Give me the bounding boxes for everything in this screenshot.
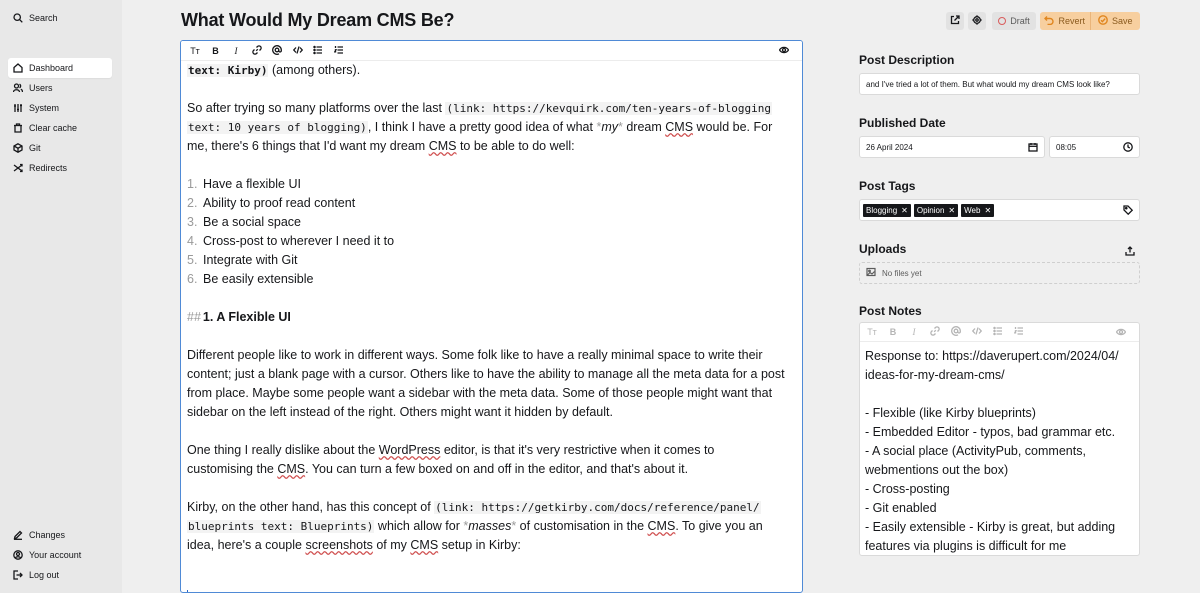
list-item: 1. Have a flexible UI <box>187 177 301 191</box>
preview-toggle-button[interactable] <box>1114 326 1128 340</box>
logout-icon <box>13 570 23 580</box>
section-heading: ## 1. A Flexible UI <box>187 310 291 324</box>
sidebar <box>0 0 122 593</box>
settings-icon <box>972 15 982 27</box>
sidebar-item-users[interactable] <box>8 78 112 98</box>
git-cube-icon <box>13 143 23 153</box>
editor-line: Kirby, on the other hand, has this concept of (link: https://getkirby.com/docs/reference/panel/ <box>187 500 760 514</box>
open-preview-button[interactable] <box>946 12 964 30</box>
save-button[interactable] <box>1091 12 1141 30</box>
code-button[interactable] <box>970 325 984 339</box>
check-circle-icon <box>1098 15 1112 27</box>
draft-status-icon <box>998 17 1006 25</box>
editor-line: blueprints text: Blueprints) which allow for *masses* of customisation in the CMS. To give you an <box>188 519 763 533</box>
post-notes-editor[interactable] <box>859 322 1140 556</box>
account-icon <box>13 550 23 560</box>
remove-tag-icon[interactable]: ✕ <box>901 205 908 215</box>
editor-toolbar <box>181 41 802 61</box>
search-icon <box>13 13 23 23</box>
post-tags-label: Post Tags <box>859 179 916 193</box>
editor-line: Different people like to work in different ways. Some folk like to have a really minimal space to write their <box>187 348 763 362</box>
sidebar-item-label: System <box>29 103 60 113</box>
eye-icon <box>779 45 789 57</box>
time-value: 08:05 <box>1056 142 1077 152</box>
post-notes-label: Post Notes <box>859 304 922 318</box>
editor-line: text: 10 years of blogging), I think I have a pretty good idea of what *my* dream CMS would be. For <box>188 120 773 134</box>
eye-icon <box>1116 327 1126 339</box>
sidebar-item-label: Clear cache <box>29 123 78 133</box>
sidebar-item-label: Your account <box>29 550 82 560</box>
kirbytag-link: (link: https://getkirby.com/docs/reference/panel/ <box>435 501 760 514</box>
tags-input[interactable] <box>859 199 1140 221</box>
code-button[interactable] <box>291 44 305 58</box>
date-input[interactable] <box>859 136 1045 158</box>
list-item: 5. Integrate with Git <box>187 253 298 267</box>
search-label: Search <box>29 13 58 23</box>
sidebar-item-label: Log out <box>29 570 60 580</box>
notes-line: - Cross-posting <box>865 482 950 496</box>
bullet-list-icon <box>993 326 1003 338</box>
text-editor[interactable] <box>180 40 803 593</box>
italic-button[interactable]: I <box>912 327 916 337</box>
at-icon <box>272 45 282 57</box>
editor-line: So after trying so many platforms over the last (link: https://kevquirk.com/ten-years-of-blogging <box>187 101 771 115</box>
at-icon <box>951 326 961 338</box>
notes-line: - A social place (ActivityPub, comments, <box>865 444 1086 458</box>
sidebar-item-label: Dashboard <box>29 63 74 73</box>
shuffle-icon <box>13 163 23 173</box>
published-date-label: Published Date <box>859 116 946 130</box>
kirbytag-link: text: 10 years of blogging) <box>188 121 367 134</box>
date-value: 26 April 2024 <box>866 142 913 152</box>
italic-button[interactable]: I <box>234 45 238 56</box>
sidebar-item-redirects[interactable] <box>8 158 112 178</box>
post-description-value: and I've tried a lot of them. But what would my dream CMS look like? <box>866 79 1110 89</box>
ordered-list-button[interactable] <box>1012 325 1026 339</box>
settings-button[interactable] <box>968 12 986 30</box>
headings-button[interactable]: Tт <box>867 327 877 337</box>
editor-line: from place. Maybe some people want a sidebar with the meta data. Some of those people might want that <box>187 386 773 400</box>
kirbytag-link: (link: https://kevquirk.com/ten-years-of-blogging <box>446 102 771 115</box>
tag-web[interactable]: Web ✕ <box>961 204 994 217</box>
sidebar-item-label: Changes <box>29 530 66 540</box>
link-button[interactable] <box>250 44 264 58</box>
uploads-empty-text: No files yet <box>882 268 922 278</box>
sidebar-item-label: Users <box>29 83 53 93</box>
draft-status-button[interactable] <box>992 12 1036 30</box>
sidebar-item-your-account[interactable] <box>8 545 112 565</box>
users-icon <box>13 83 23 93</box>
bullet-list-button[interactable] <box>311 44 325 58</box>
revert-label: Revert <box>1058 16 1085 26</box>
ordered-list-icon <box>1014 326 1024 338</box>
bold-button[interactable]: B <box>889 327 897 337</box>
revert-save-group <box>1040 12 1140 30</box>
notes-line: - Flexible (like Kirby blueprints) <box>865 406 1036 420</box>
link-button[interactable] <box>928 325 942 339</box>
editor-line: content; just a blank page with a cursor. Others like to have the ability to manage all the meta data for a post <box>187 367 785 381</box>
link-icon <box>930 326 940 338</box>
time-input[interactable] <box>1049 136 1140 158</box>
revert-button[interactable] <box>1040 12 1091 30</box>
editor-line: text: Kirby) (among others). <box>188 63 361 77</box>
editor-line: customising the CMS. You can turn a few boxed on and off in the editor, and that's about it. <box>187 462 689 476</box>
remove-tag-icon[interactable]: ✕ <box>984 205 992 215</box>
code-icon <box>293 45 303 57</box>
uploads-label: Uploads <box>859 242 907 256</box>
notes-content[interactable] <box>865 347 1137 556</box>
editor-line: idea, here's a couple screenshots of my CMS setup in Kirby: <box>187 538 521 552</box>
post-description-input[interactable] <box>859 73 1140 95</box>
image-icon <box>866 267 882 279</box>
search-button[interactable] <box>8 8 112 28</box>
notes-line: - Embedded Editor - typos, bad grammar etc. <box>865 425 1116 439</box>
pen-icon <box>13 530 23 540</box>
sidebar-item-label: Git <box>29 143 41 153</box>
external-link-icon <box>950 15 960 27</box>
draft-label: Draft <box>1010 16 1030 26</box>
post-description-label: Post Description <box>859 53 955 67</box>
home-icon <box>13 63 23 73</box>
code-icon <box>972 326 982 338</box>
kirbytag-link: blueprints text: Blueprints) <box>188 520 374 533</box>
page-title[interactable]: What Would My Dream CMS Be? <box>181 10 455 30</box>
notes-line: webmentions out the box) <box>865 463 1009 477</box>
bold-button[interactable]: B <box>212 45 219 56</box>
sliders-icon <box>13 103 23 113</box>
tag-opinion[interactable]: Opinion ✕ <box>914 204 958 217</box>
sidebar-item-dashboard[interactable] <box>8 58 112 78</box>
notes-line: features via plugins is difficult for me <box>865 539 1067 553</box>
list-item: 4. Cross-post to wherever I need it to <box>187 234 395 248</box>
headings-button[interactable]: Tт <box>190 45 200 56</box>
list-item: 6. Be easily extensible <box>187 272 314 286</box>
uploads-dropzone[interactable] <box>859 262 1140 284</box>
email-button[interactable] <box>949 325 963 339</box>
list-item: 2. Ability to proof read content <box>187 196 356 210</box>
preview-toggle-button[interactable] <box>777 44 791 58</box>
notes-toolbar <box>860 323 1139 342</box>
notes-line <box>865 385 1137 404</box>
notes-line: - Git enabled <box>865 501 937 515</box>
remove-tag-icon[interactable]: ✕ <box>948 205 956 215</box>
undo-icon <box>1044 15 1058 27</box>
notes-line: ideas-for-my-dream-cms/ <box>865 368 1005 382</box>
list-item: 3. Be a social space <box>187 215 301 229</box>
notes-line: Response to: https://daverupert.com/2024/04/ <box>865 349 1119 363</box>
sidebar-item-system[interactable] <box>8 98 112 118</box>
bullet-list-button[interactable] <box>991 325 1005 339</box>
trash-icon <box>13 123 23 133</box>
save-label: Save <box>1111 16 1133 26</box>
ordered-list-icon <box>334 45 344 57</box>
email-button[interactable] <box>270 44 284 58</box>
upload-button[interactable] <box>1125 243 1139 257</box>
editor-line: sidebar on the left instead of the right. Others might want it hidden by default. <box>187 405 613 419</box>
sidebar-item-clear-cache[interactable] <box>8 118 112 138</box>
notes-line: - Easily extensible - Kirby is great, but adding <box>865 520 1116 534</box>
upload-icon <box>1125 243 1135 260</box>
editor-line: One thing I really dislike about the WordPress editor, is that it's very restrictive when it comes to <box>187 443 715 457</box>
sidebar-item-label: Redirects <box>29 163 68 173</box>
tag-blogging[interactable]: Blogging ✕ <box>863 204 911 217</box>
editor-line: me, there's 6 things that I'd want my dream CMS to be able to do well: <box>187 139 575 153</box>
bullet-list-icon <box>313 45 323 57</box>
sidebar-item-changes[interactable] <box>8 525 112 545</box>
sidebar-item-log-out[interactable] <box>8 565 112 585</box>
link-icon <box>252 45 262 57</box>
sidebar-item-git[interactable] <box>8 138 112 158</box>
ordered-list-button[interactable] <box>332 44 346 58</box>
